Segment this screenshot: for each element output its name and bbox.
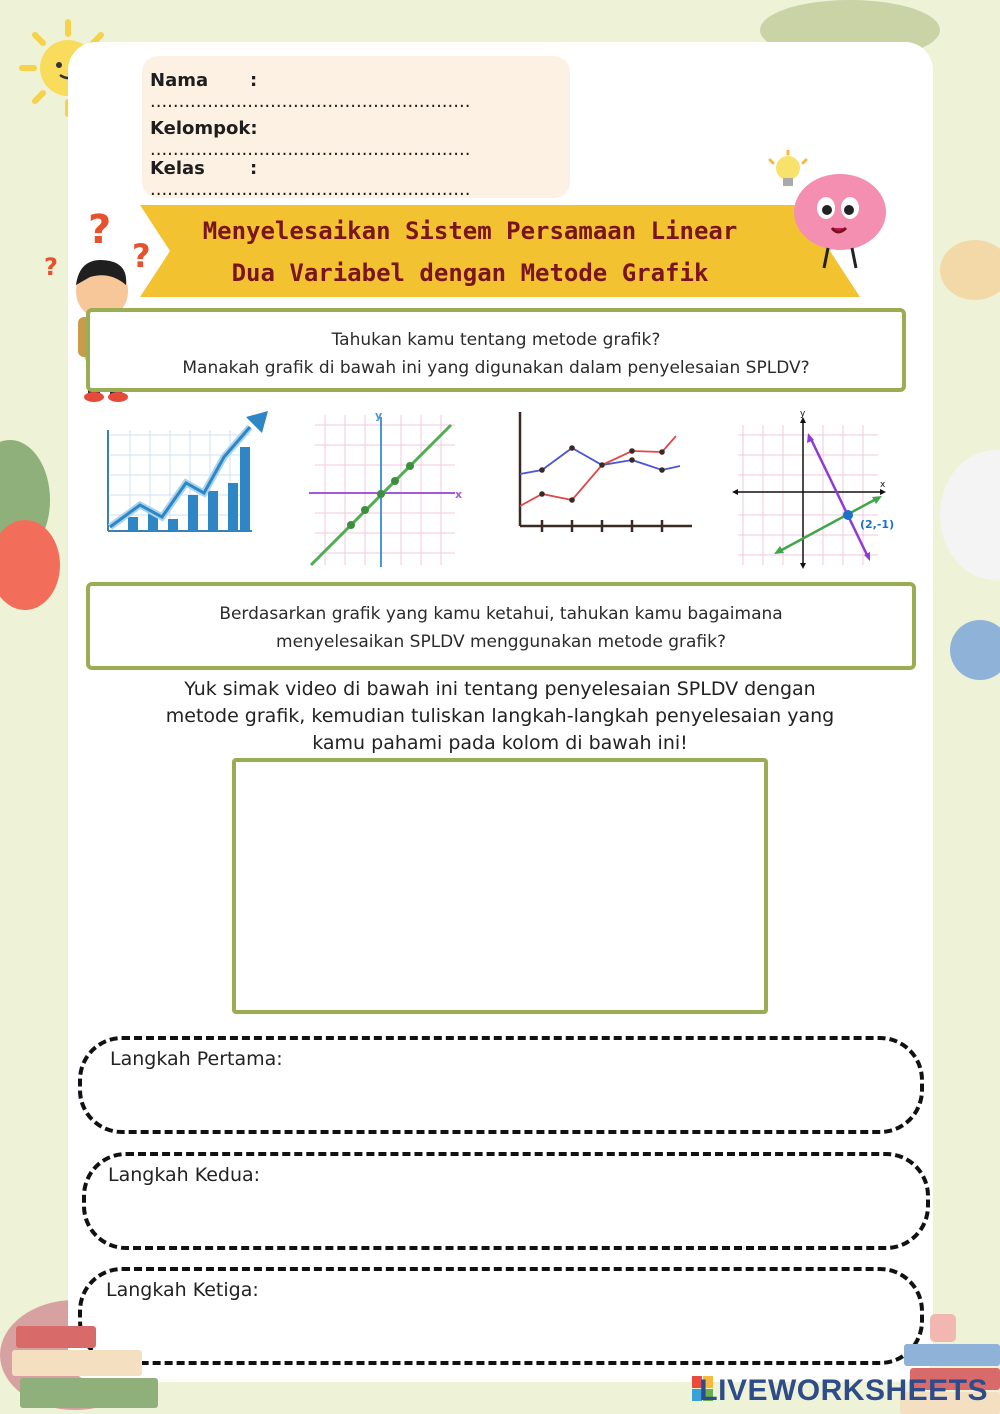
title-line-1: Menyelesaikan Sistem Persamaan Linear xyxy=(202,217,738,245)
axis-label-x: x xyxy=(880,480,886,490)
step-2-label: Langkah Kedua: xyxy=(108,1164,261,1186)
question-1-line-1: Tahukan kamu tentang metode grafik? xyxy=(331,330,661,350)
worksheet-title xyxy=(150,210,790,294)
bg-decoration xyxy=(950,620,1000,680)
step-3-label: Langkah Ketiga: xyxy=(106,1279,259,1301)
svg-text:?: ? xyxy=(88,207,112,253)
svg-text:?: ? xyxy=(132,237,151,275)
instruction-line-3: kamu pahami pada kolom di bawah ini! xyxy=(312,732,688,754)
colon: : xyxy=(250,70,258,91)
liveworksheets-watermark: LIVEWORKSHEETS xyxy=(699,1374,988,1407)
group-label: Kelompok: xyxy=(150,118,258,139)
axis-label-x: x xyxy=(455,488,463,501)
name-row xyxy=(150,70,570,112)
bg-decoration xyxy=(0,520,60,610)
instruction-line-2: metode grafik, kemudian tuliskan langkah-langkah penyelesaian yang xyxy=(165,705,835,727)
graph-option-bar-growth[interactable] xyxy=(100,405,275,540)
colon: : xyxy=(250,158,258,179)
question-2-box xyxy=(86,582,916,670)
class-row xyxy=(150,158,570,200)
name-blank[interactable]: ........................................................ xyxy=(150,91,471,112)
axis-label-y: y xyxy=(375,409,383,422)
step-1-answer-box[interactable] xyxy=(78,1036,924,1134)
student-info-box xyxy=(142,56,570,198)
instruction-line-1: Yuk simak video di bawah ini tentang penyelesaian SPLDV dengan xyxy=(184,678,816,700)
question-2-line-1: Berdasarkan grafik yang kamu ketahui, tahukan kamu bagaimana xyxy=(219,604,783,624)
svg-text:?: ? xyxy=(44,253,58,281)
books-illustration xyxy=(10,1318,160,1414)
question-1-line-2: Manakah grafik di bawah ini yang digunakan dalam penyelesaian SPLDV? xyxy=(182,358,810,378)
step-2-answer-box[interactable] xyxy=(82,1152,930,1250)
bg-decoration xyxy=(940,450,1000,580)
step-1-label: Langkah Pertama: xyxy=(110,1048,283,1070)
class-label: Kelas xyxy=(150,158,205,179)
graph-option-single-line[interactable] xyxy=(305,405,465,570)
class-blank[interactable]: ........................................................ xyxy=(150,179,471,200)
title-line-2: Dua Variabel dengan Metode Grafik xyxy=(231,259,709,287)
group-row xyxy=(150,118,570,160)
graph-option-intersecting-lines[interactable] xyxy=(728,405,903,570)
video-instruction xyxy=(90,676,910,757)
step-3-answer-box[interactable] xyxy=(78,1267,924,1365)
video-embed-area[interactable] xyxy=(232,758,768,1014)
name-label: Nama xyxy=(150,70,209,91)
group-blank[interactable]: ........................................................ xyxy=(150,139,471,160)
axis-label-y: y xyxy=(800,409,806,419)
question-2-line-2: menyelesaikan SPLDV menggunakan metode grafik? xyxy=(276,632,726,652)
question-1-box xyxy=(86,308,906,392)
bg-decoration xyxy=(940,240,1000,300)
intersection-point-label: (2,-1) xyxy=(860,518,895,531)
brain-mascot-illustration xyxy=(762,150,892,275)
graph-option-line-chart[interactable] xyxy=(512,408,697,538)
